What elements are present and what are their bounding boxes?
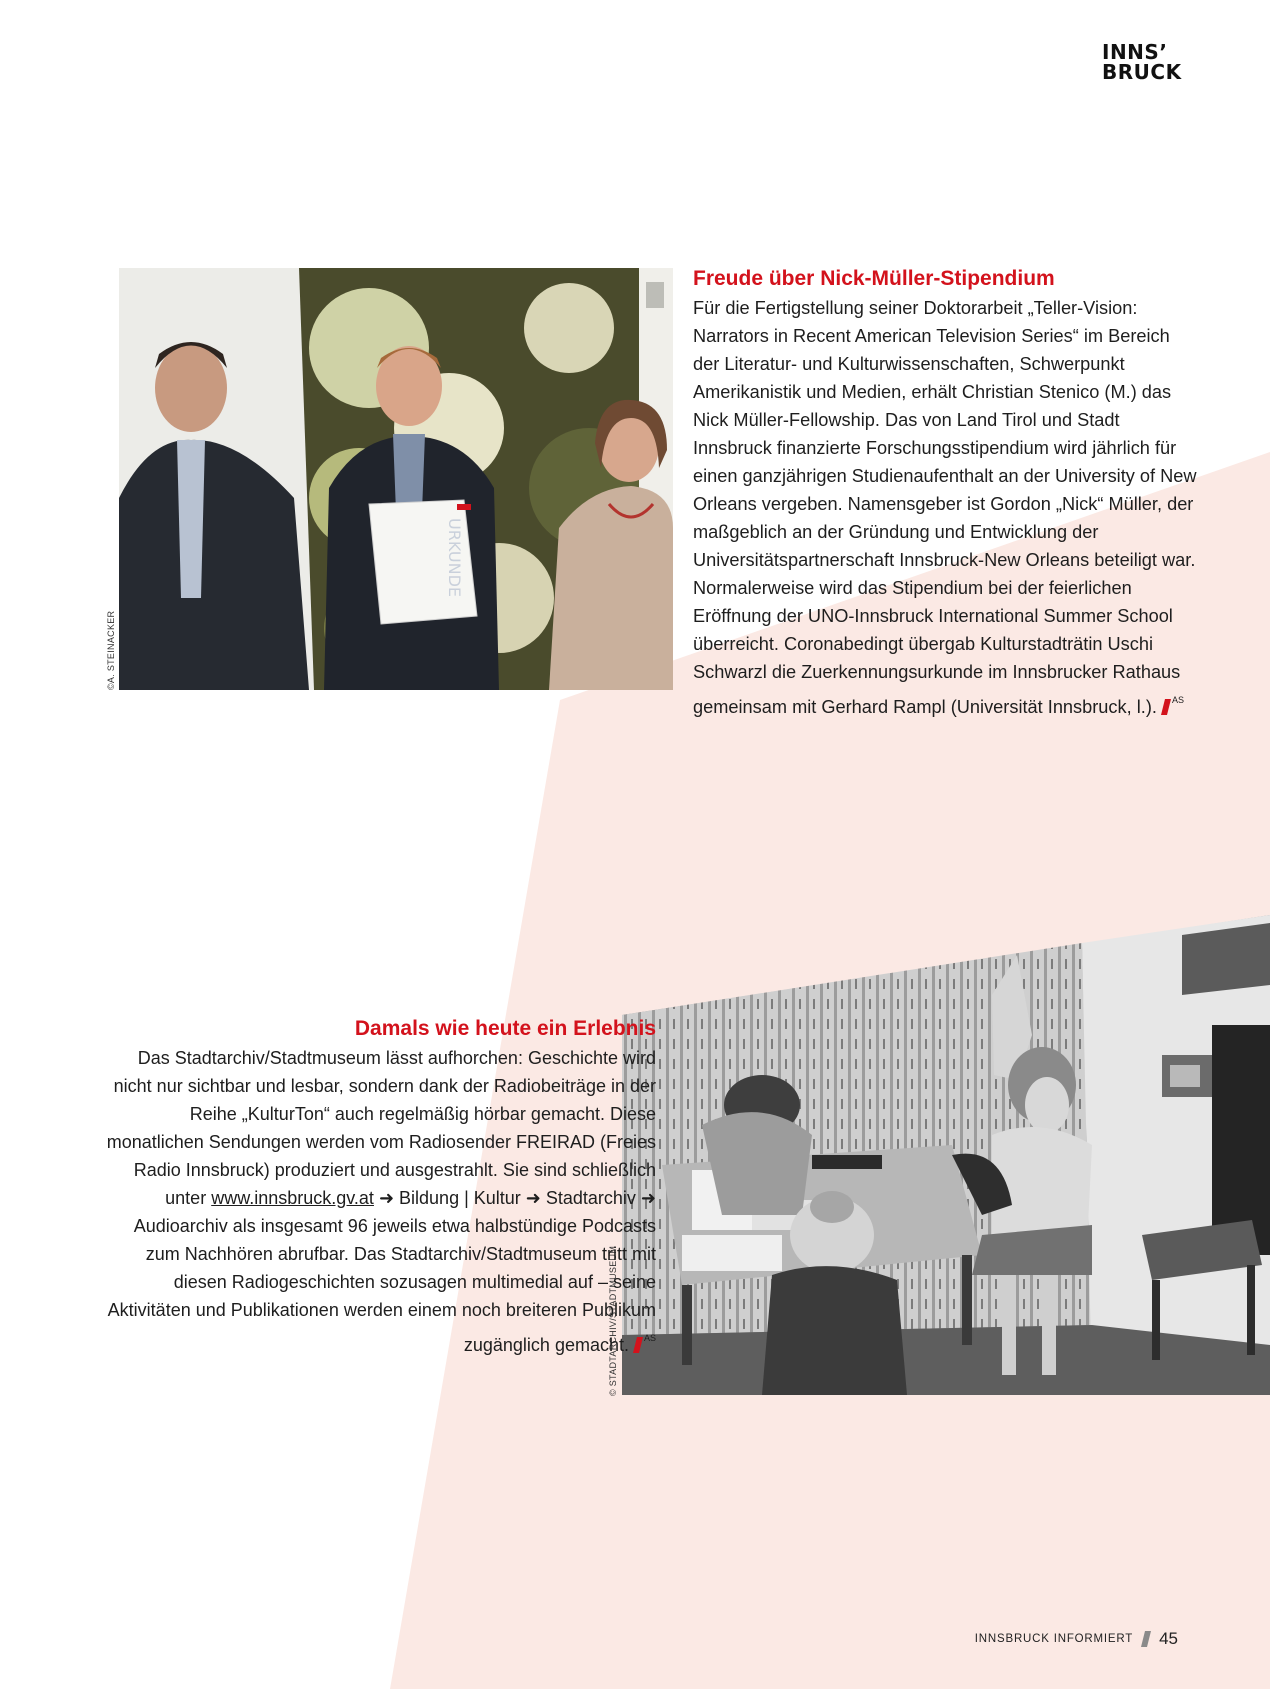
archive-photo: [622, 915, 1270, 1395]
photo-credit-2: © STADTARCHIV/STADTMUSEUM: [608, 1245, 618, 1396]
article-title: Damals wie heute ein Erlebnis: [354, 1017, 656, 1040]
article-body: [693, 294, 1199, 721]
article-title: Freude über Nick-Müller-Stipendium: [693, 267, 1055, 290]
page-footer: [975, 1629, 1178, 1649]
brand-logo: [1102, 42, 1182, 82]
certificate-text: URKUNDE: [445, 518, 464, 597]
author-signature: AS: [643, 1333, 656, 1343]
photo-credit-1: ©A. STEINACKER: [106, 610, 116, 690]
end-mark-icon: [1161, 699, 1171, 715]
page-number: 45: [1159, 1629, 1178, 1648]
article-body: [100, 1044, 656, 1359]
logo-line-1: INNS’: [1102, 40, 1168, 64]
logo-line-2: BRUCK: [1102, 60, 1182, 84]
article-body-text: Für die Fertigstellung seiner Doktorarbeit „Teller-Vision: Narrators in Recent American Television Series“ im Bereich der Literatur- und Kulturwissenschaften, Schwerpunkt Amerikanistik und Medien, erhält Christian Stenico (M.) das Nick Müller-Fellowship. Das von Land Tirol und Stadt Innsbruck finanzierte Forschungsstipendium wird jährlich für einen ganzjährigen Studienaufenthalt an der University of New Orleans vergeben. Namensgeber ist Gordon „Nick“ Müller, der maßgeblich an der Gründung und Entwicklung der Universitätspartnerschaft Innsbruck-New Orleans beteiligt war. Normalerweise wird das Stipendium bei der feierlichen Eröffnung der UNO-Innsbruck International Summer School überreicht. Coronabedingt übergab Kulturstadträtin Uschi Schwarzl die Zuerkennungsurkunde im Innsbrucker Rathaus gemeinsam mit Gerhard Rampl (Universität Innsbruck, l.).: [693, 298, 1197, 717]
article-body-text-2: ➜ Bildung | Kultur ➜ Stadtarchiv ➜ Audioarchiv als insgesamt 96 jeweils etwa halbstündige Podcasts zum Nachhören abrufbar. Das Stadtarchiv/Stadtmuseum tritt mit diesen Radiogeschichten sozusagen multimedial auf – seine Aktivitäten und Publikationen werden einem noch breiteren Publikum zugänglich gemacht.: [107, 1188, 656, 1355]
publication-name: INNSBRUCK INFORMIERT: [974, 1633, 1134, 1645]
article-nick-mueller: [693, 266, 1199, 721]
end-mark-icon: [633, 1337, 643, 1353]
award-photo: [119, 268, 673, 690]
website-link[interactable]: www.innsbruck.gv.at: [211, 1188, 374, 1208]
author-signature: AS: [1171, 695, 1184, 705]
article-body-text: Das Stadtarchiv/Stadtmuseum lässt aufhorchen: Geschichte wird nicht nur sichtbar und lesbar, sondern dank der Radiobeiträge in der Reihe „KulturTon“ auch regelmäßig hörbar gemacht. Diese monatlichen Sendungen werden vom Radiosender FREIRAD (Freies Radio Innsbruck) produziert und ausgestrahlt. Sie sind schließlich unter: [106, 1048, 656, 1208]
separator-mark-icon: [1141, 1631, 1151, 1647]
article-stadtarchiv: [100, 1016, 656, 1359]
